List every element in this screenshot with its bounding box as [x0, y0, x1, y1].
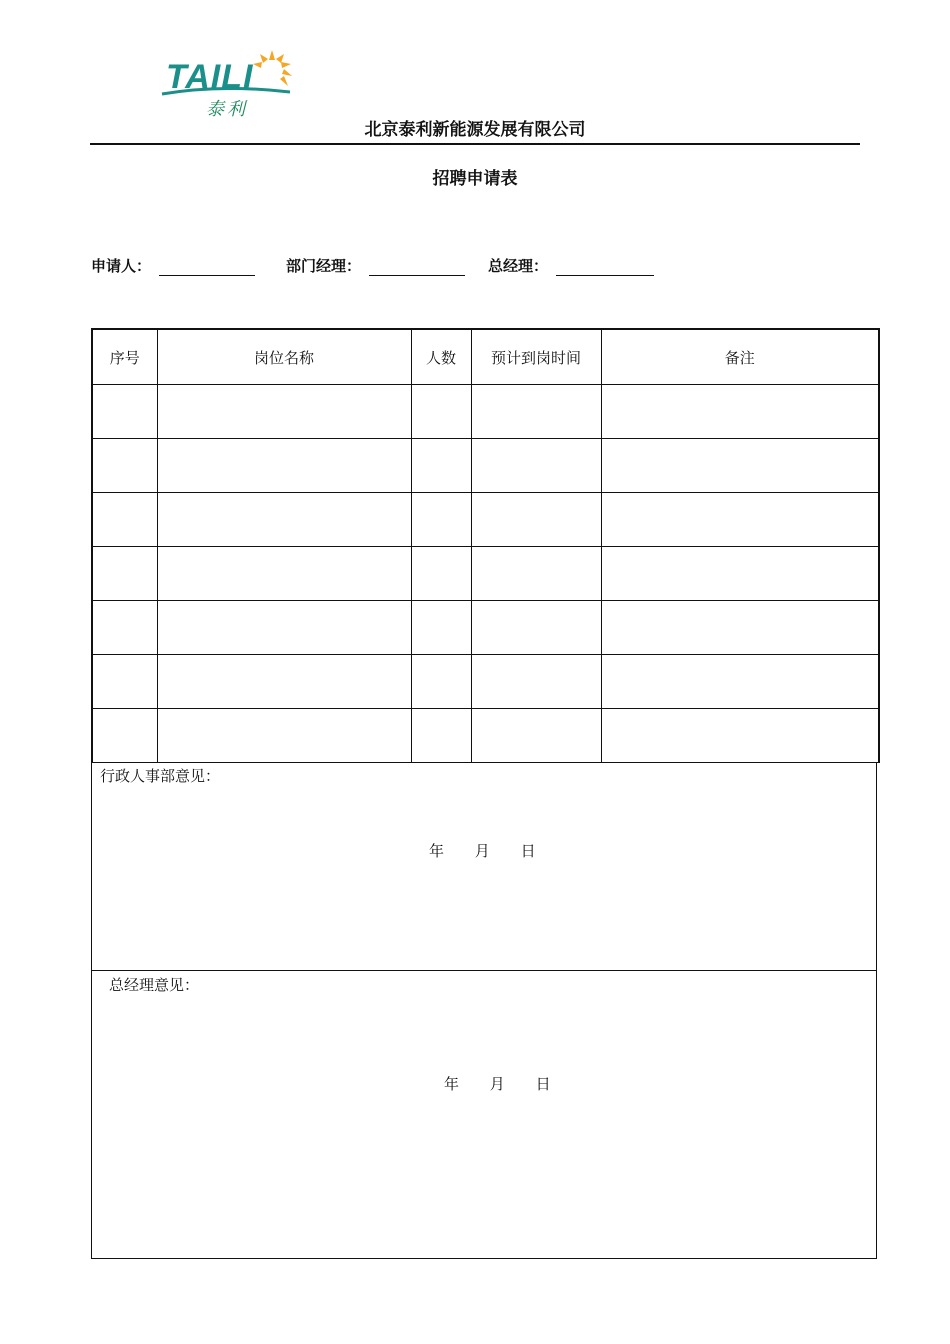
table-body — [92, 385, 879, 763]
table-row — [92, 601, 879, 655]
gm-opinion-label: 总经理意见： — [109, 976, 200, 994]
cell-position[interactable] — [157, 709, 411, 763]
general-manager-signature-line[interactable] — [556, 259, 654, 276]
cell-position[interactable] — [157, 385, 411, 439]
dept-manager-signature-line[interactable] — [369, 259, 465, 276]
cell-number[interactable] — [92, 439, 157, 493]
cell-remarks[interactable] — [601, 655, 879, 709]
cell-number[interactable] — [92, 709, 157, 763]
cell-number[interactable] — [92, 547, 157, 601]
gm-date-year: 年 — [444, 1075, 460, 1093]
cell-remarks[interactable] — [601, 601, 879, 655]
cell-headcount[interactable] — [411, 601, 471, 655]
header-divider — [90, 143, 860, 145]
column-header-number: 序号 — [92, 329, 157, 385]
cell-number[interactable] — [92, 385, 157, 439]
cell-headcount[interactable] — [411, 439, 471, 493]
cell-headcount[interactable] — [411, 493, 471, 547]
cell-remarks[interactable] — [601, 493, 879, 547]
hr-date-day: 日 — [520, 842, 536, 860]
cell-remarks[interactable] — [601, 547, 879, 601]
taili-logo-mark — [160, 44, 300, 104]
company-logo — [160, 44, 300, 128]
cell-arrival-time[interactable] — [471, 601, 601, 655]
column-header-position: 岗位名称 — [157, 329, 411, 385]
applicant-signature — [91, 256, 255, 276]
cell-number[interactable] — [92, 655, 157, 709]
cell-position[interactable] — [157, 655, 411, 709]
cell-position[interactable] — [157, 439, 411, 493]
cell-arrival-time[interactable] — [471, 709, 601, 763]
logo-chinese-name: 泰利 — [206, 99, 248, 120]
cell-arrival-time[interactable] — [471, 439, 601, 493]
dept-manager-signature — [286, 256, 465, 276]
cell-arrival-time[interactable] — [471, 493, 601, 547]
general-manager-label: 总经理： — [488, 257, 549, 275]
column-header-remarks: 备注 — [601, 329, 879, 385]
cell-arrival-time[interactable] — [471, 655, 601, 709]
hr-date-month: 月 — [474, 842, 490, 860]
table-row — [92, 439, 879, 493]
cell-position[interactable] — [157, 601, 411, 655]
applicant-signature-line[interactable] — [159, 259, 255, 276]
hr-date-year: 年 — [429, 842, 445, 860]
cell-headcount[interactable] — [411, 655, 471, 709]
sun-rays-icon — [253, 50, 292, 86]
cell-remarks[interactable] — [601, 385, 879, 439]
table-row — [92, 385, 879, 439]
table-row — [92, 655, 879, 709]
cell-headcount[interactable] — [411, 709, 471, 763]
gm-opinion-box[interactable] — [91, 970, 877, 1259]
column-header-arrival-time: 预计到岗时间 — [471, 329, 601, 385]
cell-arrival-time[interactable] — [471, 547, 601, 601]
cell-remarks[interactable] — [601, 709, 879, 763]
hr-opinion-label: 行政人事部意见： — [100, 767, 221, 785]
table-header-row — [92, 329, 879, 385]
table-row — [92, 493, 879, 547]
recruitment-table — [91, 328, 880, 763]
cell-position[interactable] — [157, 493, 411, 547]
gm-opinion-date — [444, 1074, 551, 1094]
cell-remarks[interactable] — [601, 439, 879, 493]
gm-date-month: 月 — [489, 1075, 505, 1093]
column-header-headcount: 人数 — [411, 329, 471, 385]
table-row — [92, 547, 879, 601]
cell-number[interactable] — [92, 493, 157, 547]
form-title: 招聘申请表 — [432, 169, 518, 189]
applicant-label: 申请人： — [91, 257, 152, 275]
cell-number[interactable] — [92, 601, 157, 655]
table-row — [92, 709, 879, 763]
cell-position[interactable] — [157, 547, 411, 601]
logo-wordmark: TAILI — [166, 58, 254, 96]
general-manager-signature — [488, 256, 654, 276]
cell-headcount[interactable] — [411, 385, 471, 439]
hr-opinion-date — [429, 841, 536, 861]
hr-opinion-box[interactable] — [91, 762, 877, 971]
cell-arrival-time[interactable] — [471, 385, 601, 439]
dept-manager-label: 部门经理： — [286, 257, 362, 275]
cell-headcount[interactable] — [411, 547, 471, 601]
gm-date-day: 日 — [535, 1075, 551, 1093]
company-name: 北京泰利新能源发展有限公司 — [364, 120, 586, 140]
